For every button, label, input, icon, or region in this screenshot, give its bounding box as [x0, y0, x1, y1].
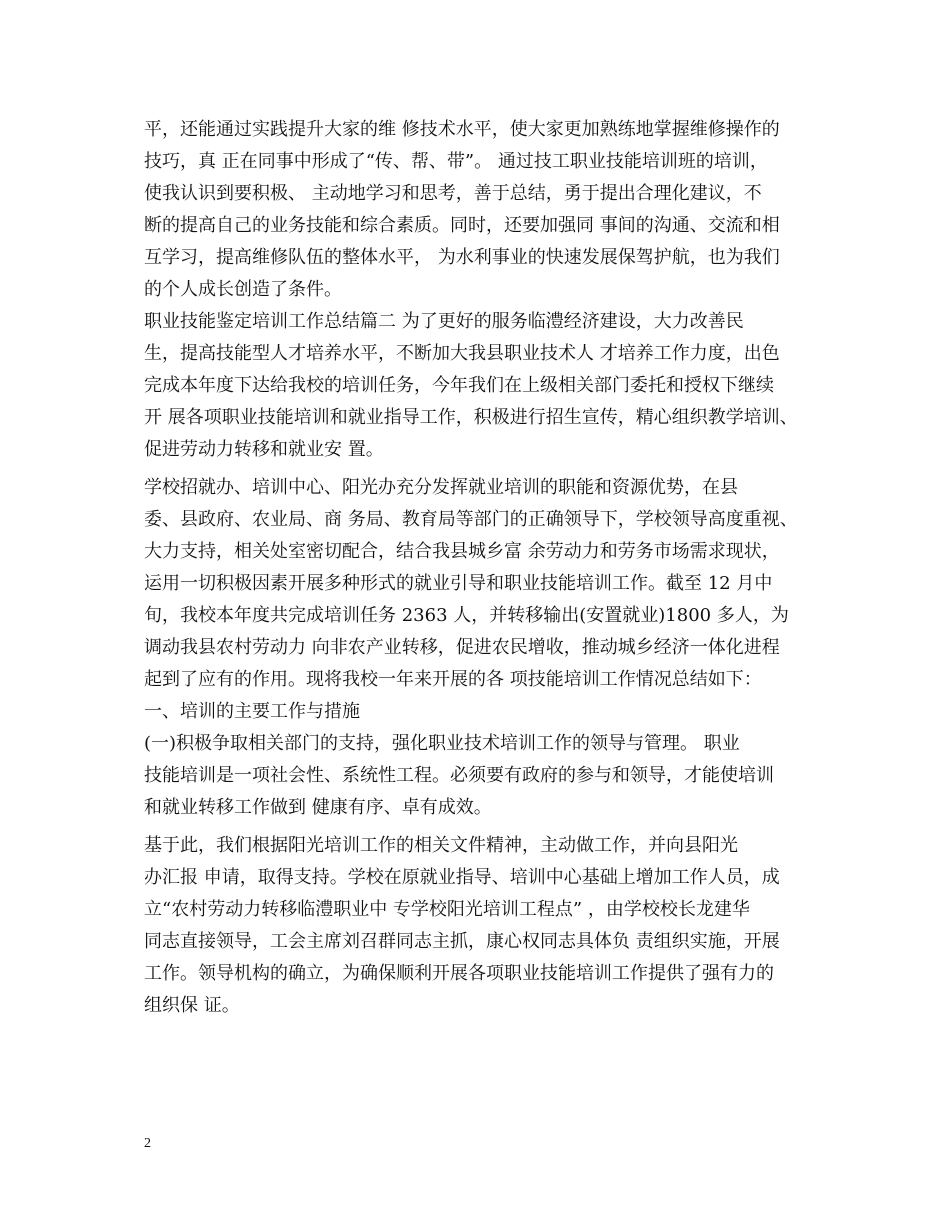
- text-line: 旬，我校本年度共完成培训任务 2363 人，并转移输出(安置就业)1800 多人，为: [144, 605, 789, 626]
- text-line: 运用一切积极因素开展多种形式的就业引导和职业技能培训工作。截至 12 月中: [144, 573, 773, 594]
- text-line: 互学习，提高维修队伍的整体水平， 为水利事业的快速发展保驾护航，也为我们: [144, 247, 780, 268]
- text-line: 生，提高技能型人才培养水平，不断加大我县职业技术人 才培养工作力度，出色: [144, 343, 780, 364]
- paragraph-start-line: (一)积极争取相关部门的支持，强化职业技术培训工作的领导与管理。 职业: [144, 733, 740, 754]
- text-line: 完成本年度下达给我校的培训任务，今年我们在上级相关部门委托和授权下继续: [144, 375, 774, 396]
- text-line: 办汇报 申请，取得支持。学校在原就业指导、培训中心基础上增加工作人员，成: [144, 867, 780, 888]
- text-line: 起到了应有的作用。现将我校一年来开展的各 项技能培训工作情况总结如下：: [144, 669, 762, 690]
- text-line: 促进劳动力转移和就业安 置。: [144, 439, 384, 460]
- paragraph-start-line: 基于此，我们根据阳光培训工作的相关文件精神，主动做工作，并向县阳光: [144, 835, 738, 856]
- text-line: 同志直接领导，工会主席刘召群同志主抓，康心权同志具体负 责组织实施，开展: [144, 931, 780, 952]
- text-line: 和就业转移工作做到 健康有序、卓有成效。: [144, 797, 492, 818]
- text-line: 组织保 证。: [144, 995, 240, 1016]
- text-line: 大力支持，相关处室密切配合，结合我县城乡富 余劳动力和劳务市场需求现状，: [144, 541, 780, 562]
- text-line: 工作。领导机构的确立，为确保顺利开展各项职业技能培训工作提供了强有力的: [144, 963, 774, 984]
- text-line: 调动我县农村劳动力 向非农产业转移，促进农民增收，推动城乡经济一体化进程: [144, 637, 780, 658]
- text-line: 技巧，真 正在同事中形成了“传、帮、带”。 通过技工职业技能培训班的培训，: [144, 151, 768, 172]
- text-line: 委、县政府、农业局、商 务局、教育局等部门的正确领导下，学校领导高度重视、: [144, 509, 798, 530]
- text-line: 立“农村劳动力转移临澧职业中 专学校阳光培训工程点” ，由学校校长龙建华: [144, 899, 750, 920]
- text-line: 的个人成长创造了条件。: [144, 279, 342, 300]
- text-line: 技能培训是一项社会性、系统性工程。必须要有政府的参与和领导，才能使培训: [144, 765, 774, 786]
- text-line: 开 展各项职业技能培训和就业指导工作，积极进行招生宣传，精心组织教学培训、: [144, 407, 798, 428]
- subheading-line: 一、培训的主要工作与措施: [144, 701, 360, 722]
- text-line: 平，还能通过实践提升大家的维 修技术水平，使大家更加熟练地掌握维修操作的: [144, 119, 780, 140]
- page-number: 2: [144, 1136, 151, 1151]
- text-line: 断的提高自己的业务技能和综合素质。同时，还要加强同 事间的沟通、交流和相: [144, 215, 780, 236]
- body-text: [144, 114, 829, 1022]
- text-line: 使我认识到要积极、 主动地学习和思考，善于总结，勇于提出合理化建议，不: [144, 183, 762, 204]
- section-heading-line: 职业技能鉴定培训工作总结篇二 为了更好的服务临澧经济建设，大力改善民: [144, 311, 744, 332]
- paragraph-start-line: 学校招就办、培训中心、阳光办充分发挥就业培训的职能和资源优势，在县: [144, 477, 738, 498]
